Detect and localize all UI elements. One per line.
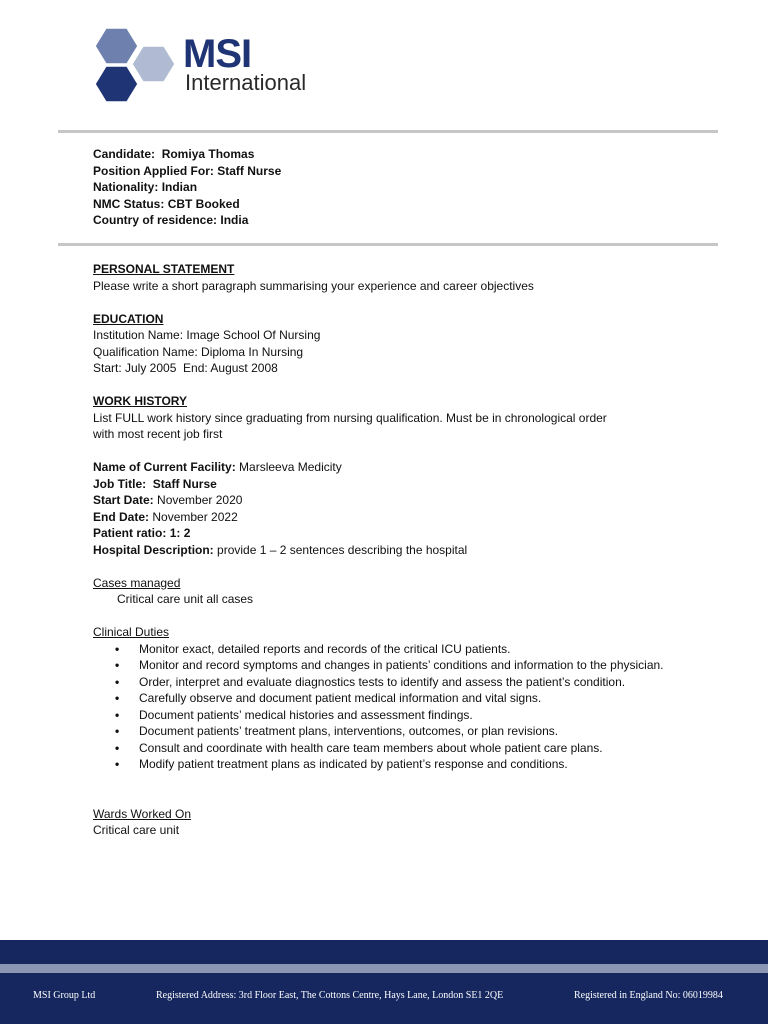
job-title-row [93, 476, 683, 493]
middle-divider [58, 243, 718, 246]
start-date-label: Start Date: [93, 493, 154, 507]
duty-item: • Carefully observe and document patient medical information and vital signs. [93, 690, 683, 707]
footer-address: Registered Address: 3rd Floor East, The Cottons Centre, Hays Lane, London SE1 2QE [156, 990, 504, 1001]
nmc-status-label: NMC Status: [93, 196, 165, 211]
start-date-value: November 2020 [157, 493, 243, 507]
hospital-description-value: provide 1 – 2 sentences describing the hospital [217, 542, 468, 557]
personal-statement-heading: PERSONAL STATEMENT [93, 262, 235, 276]
hospital-description-label: Hospital Description: [93, 542, 214, 557]
institution-name: Institution Name: Image School Of Nursing [93, 328, 321, 342]
duty-item: • Document patients’ medical histories and assessment findings. [93, 707, 683, 724]
facility-label: Name of Current Facility: [93, 460, 236, 474]
top-divider [58, 130, 718, 133]
footer-registration: Registered in England No: 06019984 [574, 990, 723, 1001]
patient-ratio-label: Patient ratio: [93, 526, 167, 540]
work-history-heading: WORK HISTORY [93, 394, 188, 408]
residence-value: India [220, 213, 249, 227]
personal-statement-text: Please write a short paragraph summarising your experience and career objectives [93, 278, 534, 293]
candidate-info [93, 146, 683, 229]
education-heading: EDUCATION [93, 311, 164, 326]
patient-ratio-row [93, 525, 683, 542]
wards-worked-heading: Wards Worked On [93, 806, 192, 821]
duty-item: • Monitor exact, detailed reports and records of the critical ICU patients. [93, 641, 683, 658]
candidate-name-label: Candidate: [93, 147, 156, 161]
end-date-label: End Date: [93, 509, 150, 524]
footer-bar [0, 940, 768, 1024]
footer-stripe [0, 964, 768, 973]
clinical-duties-list [93, 641, 683, 773]
position-row [93, 163, 683, 180]
logo-wordmark: MSI [183, 32, 252, 76]
cases-managed-text: Critical care unit all cases [117, 592, 254, 606]
nationality-row [93, 179, 683, 196]
cases-managed-heading: Cases managed [93, 575, 181, 590]
patient-ratio-value: 1: 2 [169, 526, 191, 540]
clinical-duties-heading: Clinical Duties [93, 625, 170, 639]
hospital-description-row [93, 542, 683, 559]
duty-item: • Monitor and record symptoms and changes in patients’ conditions and information to the physician. [93, 657, 683, 674]
end-date-value: November 2022 [152, 509, 238, 524]
position-value: Staff Nurse [217, 163, 282, 178]
job-title-value: Staff Nurse [152, 476, 217, 491]
candidate-name-row [93, 146, 683, 163]
start-date-row [93, 492, 683, 509]
facility-row [93, 459, 683, 476]
cv-body [93, 261, 683, 839]
footer-company: MSI Group Ltd [33, 990, 96, 1001]
duty-item: • Consult and coordinate with health care team members about whole patient care plans. [93, 740, 683, 757]
work-history-intro-line2: with most recent job first [93, 427, 223, 441]
duty-item: • Order, interpret and evaluate diagnostics tests to identify and assess the patient’s condition. [93, 674, 683, 691]
logo-subtitle: International [185, 70, 307, 95]
end-date-row [93, 509, 683, 526]
duty-item: • Modify patient treatment plans as indicated by patient’s response and conditions. [93, 756, 683, 773]
work-history-intro-line1: List FULL work history since graduating from nursing qualification. Must be in chronological order [93, 410, 607, 425]
position-label: Position Applied For: [93, 163, 214, 178]
nmc-status-row [93, 196, 683, 213]
wards-worked-text: Critical care unit [93, 823, 180, 837]
nationality-label: Nationality: [93, 180, 159, 194]
residence-label: Country of residence: [93, 213, 218, 227]
qualification-name: Qualification Name: Diploma In Nursing [93, 344, 304, 359]
hexagon-logo-icon [94, 26, 174, 106]
job-title-label: Job Title: [93, 476, 147, 491]
education-dates: Start: July 2005 End: August 2008 [93, 361, 278, 375]
facility-value: Marsleeva Medicity [239, 460, 342, 474]
duty-item: • Document patients’ treatment plans, interventions, outcomes, or plan revisions. [93, 723, 683, 740]
nmc-status-value: CBT Booked [167, 196, 240, 211]
residence-row [93, 212, 683, 229]
nationality-value: Indian [161, 180, 198, 194]
candidate-name-value: Romiya Thomas [161, 147, 255, 161]
